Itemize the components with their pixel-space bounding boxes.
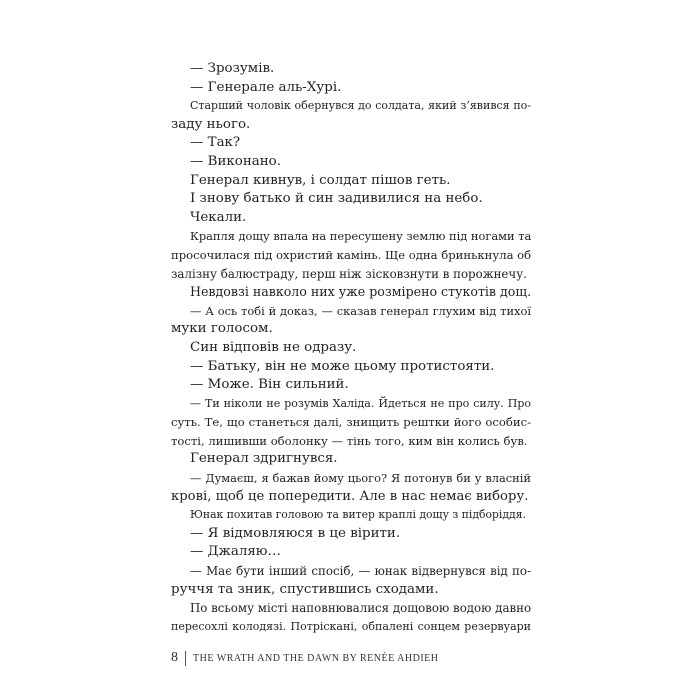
text-line: залізну балюстраду, перш ніж зісковзнути в порожнечу. [171,266,527,281]
running-footer [171,650,439,666]
text-line: Син відповів не одразу. [190,339,357,355]
text-line: По всьому місті наповнювалися дощовою водою давно [190,601,532,616]
text-line: — Зрозумів. [190,61,275,76]
text-line: І знову батько й син задивилися на небо. [190,191,483,207]
text-line: — Джаляю… [190,544,281,560]
text-line: заду нього. [171,116,251,132]
text-line: Генерал кивнув, і солдат пішов геть. [190,172,451,188]
text-line: — Має бути інший спосіб, — юнак відвернувся від по- [190,564,531,579]
text-line: Чекали. [190,209,247,225]
text-line: Юнак похитав головою та витер краплі дощу з підборіддя. [190,508,526,522]
text-line: — Ти ніколи не розумів Халіда. Йдеться не про силу. Про [190,396,531,410]
text-line: пересохлі колодязі. Потріскані, обпалені сонцем резервуари [171,619,531,633]
text-line: руччя та зник, спустившись сходами. [171,581,439,597]
text-line: Старший чоловік обернувся до солдата, який з’явився по- [190,99,531,113]
book-title-author: THE WRATH AND THE DAWN BY RENÉE AHDIEH [193,652,439,664]
text-line: — Я відмовляюся в це вірити. [190,525,401,541]
text-line: — Генерале аль-Хурі. [190,79,342,95]
text-line: — Батьку, він не може цьому протистояти. [190,358,495,374]
text-line: суть. Те, що станеться далі, знищить рештки його особис- [171,415,531,430]
text-line: — Виконано. [190,153,281,169]
text-line: Невдовзі навколо них уже розмірено стукотів дощ. [190,284,532,300]
text-line: просочилася під охристий камінь. Ще одна бринькнула об [171,247,532,262]
body-text [171,60,531,636]
text-line: тості, лишивши оболонку — тінь того, ким він колись був. [171,433,528,448]
footer-divider [185,651,186,666]
text-line: — А ось тобі й доказ, — сказав генерал глухим від тихої [190,303,531,318]
text-line: — Думаєш, я бажав йому цього? Я потонув би у власній [190,471,531,486]
text-line: — Може. Він сильний. [190,377,349,393]
text-line: муки голосом. [171,321,273,337]
text-line: — Так? [190,135,241,151]
text-line: Крапля дощу впала на пересушену землю під ногами та [190,229,532,244]
page-number: 8 [171,650,178,665]
text-line: Генерал здригнувся. [190,451,338,467]
text-line: крові, щоб це попередити. Але в нас немає вибору. [171,488,529,504]
